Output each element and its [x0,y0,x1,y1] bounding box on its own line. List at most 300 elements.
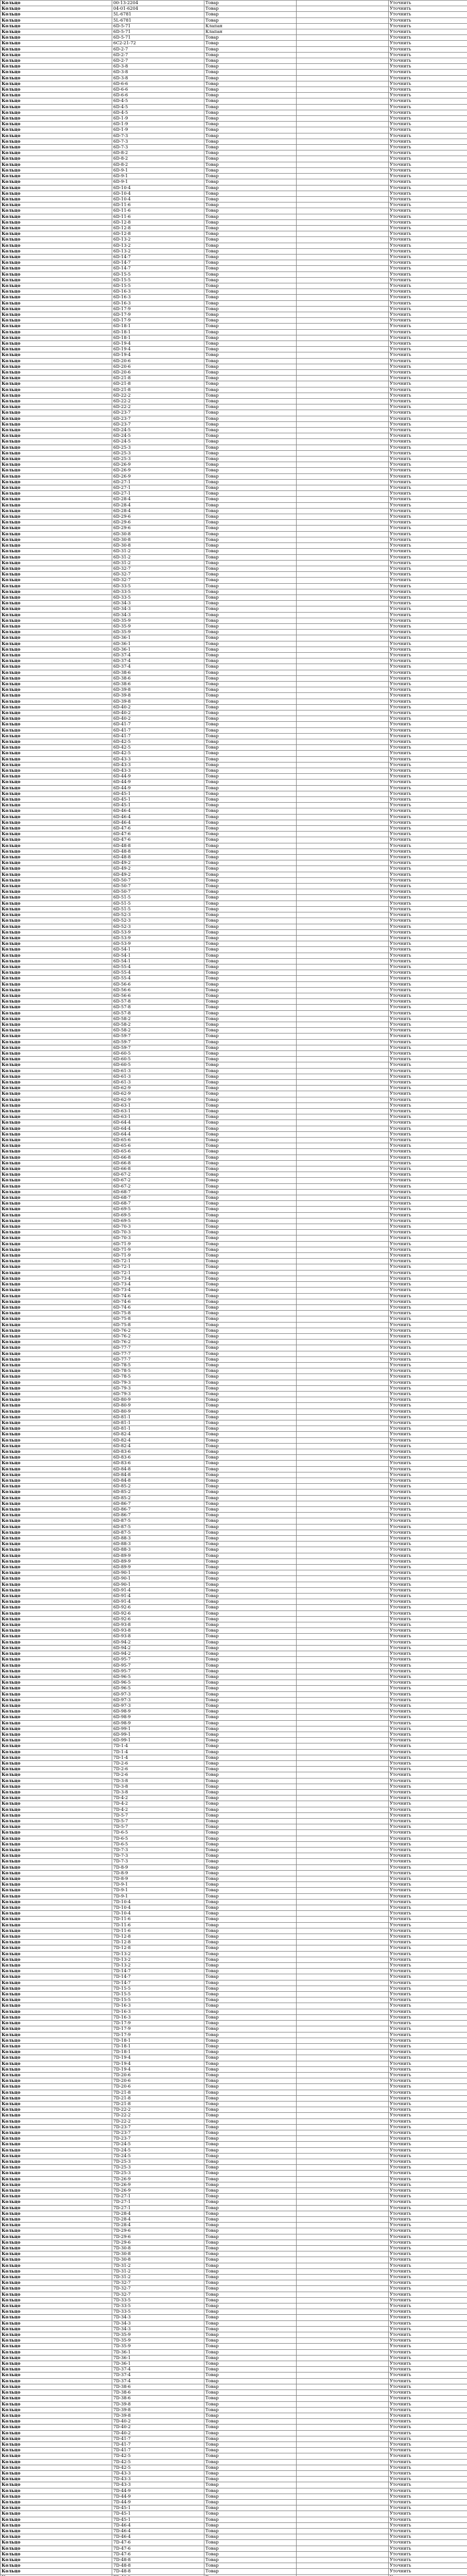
part-status-cell: Уточнить [389,1131,467,1137]
table-row [1,473,467,479]
part-number-cell: 6D-27-1 [112,485,204,491]
part-note-cell [297,1507,389,1513]
part-category-cell: Товар [204,2425,297,2430]
part-category-cell: Товар [204,1594,297,1599]
table-row [1,2217,467,2223]
part-name-cell: Кольцо [1,2009,112,2014]
part-category-cell: Товар [204,2194,297,2199]
part-status-cell: Уточнить [389,2338,467,2344]
part-category-cell: Товар [204,578,297,583]
part-name-cell: Кольцо [1,549,112,554]
part-category-cell: Товар [204,1212,297,1218]
part-name-cell: Кольцо [1,2326,112,2332]
table-row [1,2165,467,2171]
part-category-cell: Товар [204,439,297,445]
part-category-cell: Товар [204,2066,297,2072]
part-name-cell: Кольцо [1,1876,112,1882]
part-number-cell: 7D-15-5 [112,1986,204,1991]
part-number-cell: 6D-49-2 [112,866,204,872]
part-note-cell [297,358,389,364]
part-category-cell: Товар [204,393,297,398]
part-name-cell: Кольцо [1,877,112,883]
part-name-cell: Кольцо [1,2303,112,2309]
part-category-cell: Товар [204,2147,297,2153]
part-number-cell: 6D-43-3 [112,768,204,774]
table-row [1,756,467,762]
part-category-cell: Товар [204,1616,297,1622]
table-row [1,41,467,46]
part-number-cell: 6D-81-1 [112,1426,204,1432]
part-category-cell: Товар [204,1697,297,1703]
part-number-cell: 6D-75-8 [112,1311,204,1316]
part-category-cell: Товар [204,1253,297,1259]
part-note-cell [297,797,389,803]
part-status-cell: Уточнить [389,2240,467,2245]
part-note-cell [297,1397,389,1403]
part-name-cell: Кольцо [1,1028,112,1033]
part-name-cell: Кольцо [1,2026,112,2032]
part-name-cell: Кольцо [1,110,112,115]
part-status-cell: Уточнить [389,1507,467,1513]
part-status-cell: Уточнить [389,428,467,433]
part-number-cell: 6D-1-9 [112,122,204,127]
part-category-cell: Товар [204,1997,297,2003]
part-category-cell: Товар [204,837,297,843]
part-note-cell [297,1039,389,1045]
part-status-cell: Уточнить [389,1380,467,1385]
part-name-cell: Кольцо [1,2413,112,2418]
part-number-cell: 6D-57-8 [112,999,204,1005]
part-note-cell [297,2159,389,2164]
part-number-cell: 7D-40-2 [112,2430,204,2436]
part-number-cell: 6D-96-5 [112,1686,204,1691]
table-row [1,1304,467,1310]
part-name-cell: Кольцо [1,739,112,745]
part-category-cell: Товар [204,1039,297,1045]
part-number-cell: 7D-36-1 [112,2349,204,2355]
part-number-cell: 7D-7-3 [112,1859,204,1865]
part-name-cell: Кольцо [1,1086,112,1091]
part-note-cell [297,214,389,219]
part-name-cell: Кольцо [1,1155,112,1160]
part-category-cell: Товар [204,768,297,774]
part-name-cell: Кольцо [1,1726,112,1732]
part-status-cell: Уточнить [389,1668,467,1674]
table-row [1,318,467,324]
part-number-cell: 7D-13-2 [112,1957,204,1962]
table-row [1,2303,467,2309]
part-note-cell [297,2425,389,2430]
part-name-cell: Кольцо [1,1114,112,1120]
part-category-cell: Товар [204,1287,297,1293]
table-row [1,953,467,958]
part-status-cell: Уточнить [389,2188,467,2193]
part-name-cell: Кольцо [1,1824,112,1830]
part-name-cell: Кольцо [1,29,112,35]
part-number-cell: 6D-52-3 [112,918,204,924]
part-status-cell: Уточнить [389,670,467,675]
part-note-cell [297,1530,389,1535]
part-number-cell: 7D-34-3 [112,2315,204,2320]
part-note-cell [297,1340,389,1345]
part-status-cell: Уточнить [389,2066,467,2072]
part-name-cell: Кольцо [1,2142,112,2147]
part-category-cell: Товар [204,797,297,803]
part-category-cell: Товар [204,1276,297,1281]
part-number-cell: 6D-9-1 [112,167,204,173]
part-note-cell [297,1760,389,1766]
part-name-cell: Кольцо [1,716,112,722]
part-category-cell: Товар [204,618,297,623]
table-row [1,1068,467,1074]
table-row [1,1207,467,1212]
part-note-cell [297,1882,389,1888]
part-name-cell: Кольцо [1,1749,112,1755]
part-category-cell: Товар [204,751,297,756]
part-note-cell [297,1432,389,1437]
part-category-cell: Товар [204,1414,297,1420]
part-note-cell [297,595,389,600]
table-row [1,1409,467,1414]
part-number-cell: 6D-45-1 [112,803,204,808]
part-number-cell: 6D-39-8 [112,699,204,704]
part-status-cell: Уточнить [389,1247,467,1252]
table-row [1,1362,467,1368]
part-status-cell: Уточнить [389,999,467,1005]
part-number-cell: 7D-24-5 [112,2147,204,2153]
part-note-cell [297,1443,389,1449]
part-name-cell: Кольцо [1,208,112,214]
part-status-cell: Уточнить [389,953,467,958]
part-number-cell: 6D-18-1 [112,324,204,329]
part-note-cell [297,1316,389,1322]
table-row [1,1997,467,2003]
part-status-cell: Уточнить [389,716,467,722]
part-category-cell: Товар [204,1645,297,1651]
part-name-cell: Кольцо [1,768,112,774]
part-category-cell: Товар [204,46,297,52]
part-name-cell: Кольцо [1,1362,112,1368]
part-category-cell: Товар [204,1201,297,1207]
part-status-cell: Уточнить [389,491,467,497]
part-status-cell: Уточнить [389,1218,467,1224]
part-note-cell [297,254,389,260]
part-status-cell: Уточнить [389,1461,467,1466]
part-note-cell [297,578,389,583]
part-category-cell: Товар [204,1830,297,1836]
part-number-cell: 6D-60-5 [112,1062,204,1068]
part-number-cell: 6D-1-9 [112,127,204,133]
part-note-cell [297,1050,389,1056]
part-note-cell [297,704,389,710]
table-row [1,670,467,675]
part-status-cell: Уточнить [389,445,467,450]
part-name-cell: Кольцо [1,2188,112,2193]
part-status-cell: Уточнить [389,739,467,745]
part-name-cell: Кольцо [1,554,112,560]
part-note-cell [297,2349,389,2355]
part-name-cell: Кольцо [1,98,112,104]
part-name-cell: Кольцо [1,1986,112,1991]
part-category-cell: Товар [204,2390,297,2396]
table-row [1,2113,467,2119]
part-note-cell [297,387,389,393]
part-category-cell: Товар [204,779,297,785]
part-name-cell: Кольцо [1,139,112,144]
part-note-cell [297,2303,389,2309]
table-row [1,843,467,849]
table-row [1,237,467,243]
table-row [1,912,467,918]
part-name-cell: Кольцо [1,1264,112,1270]
part-category-cell: Товар [204,2315,297,2320]
part-number-cell: 6D-41-7 [112,733,204,739]
part-category-cell: Товар [204,1945,297,1951]
part-name-cell: Кольцо [1,2338,112,2344]
part-status-cell: Уточнить [389,1518,467,1524]
table-row [1,1639,467,1645]
part-note-cell [297,139,389,144]
table-row [1,2038,467,2043]
table-row [1,393,467,398]
part-status-cell: Уточнить [389,1530,467,1535]
part-name-cell: Кольцо [1,439,112,445]
part-status-cell: Уточнить [389,497,467,502]
part-note-cell [297,260,389,266]
part-number-cell: 7D-46-4 [112,2522,204,2528]
part-status-cell: Уточнить [389,1893,467,1899]
part-name-cell: Кольцо [1,1131,112,1137]
part-name-cell: Кольцо [1,1691,112,1697]
table-row [1,225,467,231]
part-name-cell: Кольцо [1,1484,112,1489]
part-category-cell: Товар [204,947,297,953]
table-row [1,1050,467,1056]
part-category-cell: Товар [204,1582,297,1587]
part-status-cell: Уточнить [389,2494,467,2499]
part-category-cell: Товар [204,260,297,266]
part-name-cell: Кольцо [1,277,112,283]
table-row [1,1212,467,1218]
part-number-cell: 7D-44-9 [112,2488,204,2494]
table-row [1,2101,467,2107]
table-row [1,531,467,537]
part-category-cell: Товар [204,572,297,578]
part-category-cell: Товар [204,1611,297,1616]
part-status-cell: Уточнить [389,52,467,58]
part-category-cell: Товар [204,473,297,479]
part-status-cell: Уточнить [389,2130,467,2136]
part-number-cell: 6D-38-6 [112,675,204,681]
part-category-cell: Товар [204,2430,297,2436]
part-note-cell [297,219,389,225]
part-category-cell: Товар [204,1068,297,1074]
part-number-cell: 6D-61-3 [112,1074,204,1079]
part-category-cell: Товар [204,2165,297,2171]
part-number-cell: 6D-92-6 [112,1616,204,1622]
table-row [1,58,467,64]
part-number-cell: 6D-49-2 [112,860,204,866]
part-note-cell [297,104,389,110]
part-number-cell: 6D-98-9 [112,1715,204,1720]
part-note-cell [297,566,389,571]
part-status-cell: Уточнить [389,537,467,543]
part-name-cell: Кольцо [1,722,112,727]
part-number-cell: 7D-16-3 [112,2009,204,2014]
part-status-cell: Уточнить [389,2234,467,2240]
part-note-cell [297,1114,389,1120]
table-row [1,1824,467,1830]
table-row [1,958,467,964]
part-name-cell: Кольцо [1,2003,112,2009]
part-name-cell: Кольцо [1,699,112,704]
table-row [1,981,467,987]
part-status-cell: Уточнить [389,1495,467,1501]
part-status-cell: Уточнить [389,1969,467,1974]
part-status-cell: Уточнить [389,2090,467,2095]
part-category-cell: Товар [204,1345,297,1351]
part-category-cell: Товар [204,2372,297,2378]
part-number-cell: 6D-98-9 [112,1709,204,1715]
table-row [1,1911,467,1917]
table-row [1,1570,467,1576]
part-category-cell: Товар [204,2522,297,2528]
table-row [1,999,467,1005]
part-name-cell: Кольцо [1,1397,112,1403]
part-number-cell: 7D-45-1 [112,2505,204,2511]
part-status-cell: Уточнить [389,2465,467,2470]
part-status-cell: Уточнить [389,1362,467,1368]
part-status-cell: Уточнить [389,98,467,104]
part-note-cell [297,1322,389,1328]
part-category-cell: Товар [204,237,297,243]
part-note-cell [297,29,389,35]
part-category-cell: Товар [204,364,297,369]
part-note-cell [297,993,389,998]
part-category-cell: Товар [204,1576,297,1582]
table-row [1,2470,467,2476]
part-name-cell: Кольцо [1,468,112,473]
part-number-cell: 6D-36-1 [112,647,204,652]
table-row [1,1703,467,1708]
part-name-cell: Кольцо [1,947,112,953]
part-status-cell: Уточнить [389,2505,467,2511]
part-name-cell: Кольцо [1,445,112,450]
part-category-cell: Товар [204,1374,297,1380]
part-name-cell: Кольцо [1,1622,112,1628]
part-name-cell: Кольцо [1,751,112,756]
table-row [1,2309,467,2315]
part-name-cell: Кольцо [1,329,112,335]
table-row [1,508,467,514]
part-number-cell: 6D-12-8 [112,225,204,231]
part-note-cell [297,2055,389,2061]
part-category-cell: Товар [204,1547,297,1553]
part-status-cell: Уточнить [389,1715,467,1720]
table-row [1,1218,467,1224]
part-number-cell: 7D-47-6 [112,2551,204,2557]
part-note-cell [297,1657,389,1663]
part-status-cell: Уточнить [389,1963,467,1969]
part-category-cell: Товар [204,2113,297,2119]
part-note-cell [297,2072,389,2078]
part-note-cell [297,225,389,231]
part-number-cell: 6D-45-1 [112,797,204,803]
part-number-cell: 6D-26-9 [112,468,204,473]
part-name-cell: Кольцо [1,2084,112,2090]
table-row [1,1917,467,1922]
part-category-cell: Товар [204,12,297,18]
part-note-cell [297,999,389,1005]
part-category-cell: Товар [204,381,297,387]
part-status-cell: Уточнить [389,64,467,70]
part-status-cell: Уточнить [389,2182,467,2188]
part-number-cell: 6D-83-6 [112,1461,204,1466]
table-row [1,202,467,208]
part-name-cell: Кольцо [1,491,112,497]
part-name-cell: Кольцо [1,2176,112,2182]
part-note-cell [297,1484,389,1489]
part-category-cell: Товар [204,2309,297,2315]
table-row [1,312,467,317]
part-note-cell [297,485,389,491]
part-note-cell [297,1830,389,1836]
part-note-cell [297,526,389,531]
part-name-cell: Кольцо [1,1443,112,1449]
part-number-cell: 6D-65-6 [112,1149,204,1155]
part-status-cell: Уточнить [389,502,467,508]
part-name-cell: Кольцо [1,2043,112,2049]
part-note-cell [297,300,389,306]
part-category-cell: Товар [204,583,297,589]
part-name-cell: Кольцо [1,1270,112,1276]
part-category-cell: Товар [204,843,297,849]
part-number-cell: 7D-1-4 [112,1749,204,1755]
part-status-cell: Уточнить [389,1426,467,1432]
part-number-cell: 6D-74-6 [112,1304,204,1310]
part-number-cell: 6D-30-8 [112,537,204,543]
part-category-cell: Товар [204,1784,297,1789]
part-name-cell: Кольцо [1,566,112,571]
part-status-cell: Уточнить [389,352,467,358]
table-row [1,1022,467,1027]
part-note-cell [297,335,389,341]
part-name-cell: Кольцо [1,1045,112,1050]
part-name-cell: Кольцо [1,2459,112,2465]
part-name-cell: Кольцо [1,935,112,941]
part-category-cell: Товар [204,2517,297,2522]
part-note-cell [297,2043,389,2049]
part-number-cell: 7D-30-8 [112,2251,204,2257]
part-number-cell: 7D-28-4 [112,2211,204,2216]
part-note-cell [297,1634,389,1639]
table-row [1,81,467,87]
part-number-cell: 6D-78-5 [112,1368,204,1374]
table-row [1,1922,467,1928]
part-name-cell: Кольцо [1,1247,112,1252]
part-note-cell [297,1328,389,1333]
part-number-cell: 6D-85-2 [112,1489,204,1495]
part-number-cell: 6D-73-4 [112,1276,204,1281]
part-category-cell: Товар [204,2534,297,2540]
part-name-cell: Кольцо [1,2465,112,2470]
part-name-cell: Кольцо [1,2477,112,2482]
part-category-cell: Товар [204,1010,297,1016]
part-number-cell: 7D-24-5 [112,2142,204,2147]
table-row [1,2453,467,2459]
part-number-cell: 6D-87-5 [112,1524,204,1530]
part-note-cell [297,347,389,352]
